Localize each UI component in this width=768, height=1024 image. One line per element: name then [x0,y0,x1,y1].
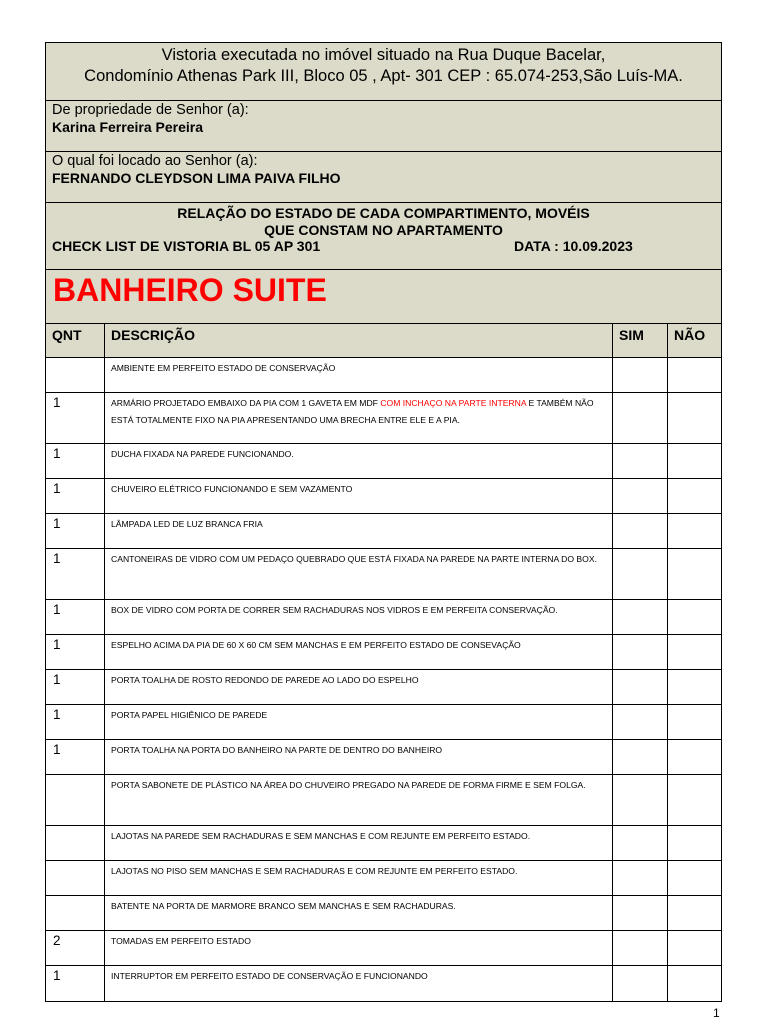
table-row [46,635,721,670]
row-sim-cell[interactable] [613,479,668,513]
row-sim-cell[interactable] [613,826,668,860]
row-description: CANTONEIRAS DE VIDRO COM UM PEDAÇO QUEBRADO QUE ESTÁ FIXADA NA PAREDE NA PARTE INTERNA DO BOX. [105,549,613,599]
tenant-block [46,152,721,203]
row-qnt: 1 [46,479,105,513]
row-qnt: 1 [46,549,105,599]
inspection-date: DATA : 10.09.2023 [514,238,633,254]
table-row [46,514,721,549]
inspection-sheet [45,42,722,1002]
row-nao-cell[interactable] [668,861,721,895]
owner-block [46,101,721,152]
row-qnt: 1 [46,670,105,704]
row-description: TOMADAS EM PERFEITO ESTADO [105,931,613,965]
address-line-1: Vistoria executada no imóvel situado na Rua Duque Bacelar, [161,46,606,64]
row-nao-cell[interactable] [668,358,721,392]
row-sim-cell[interactable] [613,931,668,965]
row-qnt: 1 [46,393,105,443]
row-description: LÂMPADA LED DE LUZ BRANCA FRIA [105,514,613,548]
row-nao-cell[interactable] [668,635,721,669]
tenant-name: FERNANDO CLEYDSON LIMA PAIVA FILHO [52,170,341,186]
header-descricao: DESCRIÇÃO [105,324,613,357]
row-description: CHUVEIRO ELÉTRICO FUNCIONANDO E SEM VAZAMENTO [105,479,613,513]
table-row [46,966,721,1001]
table-row [46,600,721,635]
row-description: BATENTE NA PORTA DE MARMORE BRANCO SEM MANCHAS E SEM RACHADURAS. [105,896,613,930]
row-description-highlight: COM INCHAÇO NA PARTE INTERNA [380,398,527,408]
row-sim-cell[interactable] [613,705,668,739]
row-description: PORTA PAPEL HIGIÊNICO DE PAREDE [105,705,613,739]
row-sim-cell[interactable] [613,549,668,599]
row-sim-cell[interactable] [613,444,668,478]
row-description: PORTA SABONETE DE PLÁSTICO NA ÁREA DO CHUVEIRO PREGADO NA PAREDE DE FORMA FIRME E SEM FOLGA. [105,775,613,825]
row-description: PORTA TOALHA NA PORTA DO BANHEIRO NA PARTE DE DENTRO DO BANHEIRO [105,740,613,774]
row-qnt [46,775,105,825]
row-qnt: 1 [46,966,105,1001]
relacao-block [46,203,721,270]
table-row [46,931,721,966]
table-row [46,358,721,393]
row-nao-cell[interactable] [668,479,721,513]
row-sim-cell[interactable] [613,514,668,548]
row-qnt: 1 [46,514,105,548]
row-qnt [46,861,105,895]
relacao-line-1: RELAÇÃO DO ESTADO DE CADA COMPARTIMENTO, MOVÉIS [177,205,590,221]
row-nao-cell[interactable] [668,740,721,774]
tenant-label: O qual foi locado ao Senhor (a): [52,153,258,169]
section-title-block [46,270,721,324]
address-line-2: Condomínio Athenas Park III, Bloco 05 , Apt- 301 CEP : 65.074-253,São Luís-MA. [84,67,683,85]
row-description: PORTA TOALHA DE ROSTO REDONDO DE PAREDE AO LADO DO ESPELHO [105,670,613,704]
row-qnt [46,896,105,930]
row-qnt [46,826,105,860]
row-description-part: E TAMBÉM NÃO ESTÁ TOTALMENTE FIXO NA PIA APRESENTANDO UMA BRECHA ENTRE ELE E A PIA. [111,398,594,425]
table-row [46,705,721,740]
owner-label: De propriedade de Senhor (a): [52,102,249,118]
header-sim: SIM [613,324,668,357]
row-nao-cell[interactable] [668,514,721,548]
row-nao-cell[interactable] [668,931,721,965]
address-block [46,43,721,101]
row-nao-cell[interactable] [668,444,721,478]
row-description: LAJOTAS NO PISO SEM MANCHAS E SEM RACHADURAS E COM REJUNTE EM PERFEITO ESTADO. [105,861,613,895]
row-description: BOX DE VIDRO COM PORTA DE CORRER SEM RACHADURAS NOS VIDROS E EM PERFEITA CONSERVAÇÃO. [105,600,613,634]
row-sim-cell[interactable] [613,358,668,392]
row-sim-cell[interactable] [613,966,668,1001]
row-nao-cell[interactable] [668,600,721,634]
row-nao-cell[interactable] [668,670,721,704]
row-description: ESPELHO ACIMA DA PIA DE 60 X 60 CM SEM MANCHAS E EM PERFEITO ESTADO DE CONSEVAÇÃO [105,635,613,669]
row-description: AMBIENTE EM PERFEITO ESTADO DE CONSERVAÇÃO [105,358,613,392]
table-row [46,861,721,896]
section-title: BANHEIRO SUITE [53,272,327,308]
page-number: 1 [713,1006,720,1020]
row-sim-cell[interactable] [613,600,668,634]
table-row [46,670,721,705]
row-nao-cell[interactable] [668,826,721,860]
row-qnt: 1 [46,444,105,478]
row-qnt: 1 [46,635,105,669]
row-description-part: ARMÁRIO PROJETADO EMBAIXO DA PIA COM 1 GAVETA EM MDF [111,398,381,408]
checklist-title: CHECK LIST DE VISTORIA BL 05 AP 301 [52,238,321,254]
row-qnt: 1 [46,705,105,739]
header-qnt: QNT [46,324,105,357]
row-description: LAJOTAS NA PAREDE SEM RACHADURAS E SEM MANCHAS E COM REJUNTE EM PERFEITO ESTADO. [105,826,613,860]
row-sim-cell[interactable] [613,896,668,930]
relacao-line-2: QUE CONSTAM NO APARTAMENTO [264,221,503,238]
row-description: INTERRUPTOR EM PERFEITO ESTADO DE CONSERVAÇÃO E FUNCIONANDO [105,966,613,1001]
table-row [46,740,721,775]
table-row [46,896,721,931]
row-qnt [46,358,105,392]
table-row [46,393,721,444]
row-qnt: 1 [46,600,105,634]
row-nao-cell[interactable] [668,705,721,739]
row-qnt: 2 [46,931,105,965]
row-nao-cell[interactable] [668,775,721,825]
table-row [46,444,721,479]
row-nao-cell[interactable] [668,393,721,443]
table-row [46,775,721,826]
row-sim-cell[interactable] [613,670,668,704]
row-qnt: 1 [46,740,105,774]
table-header [46,324,721,358]
table-row [46,549,721,600]
row-sim-cell[interactable] [613,740,668,774]
owner-name: Karina Ferreira Pereira [52,119,203,135]
row-sim-cell[interactable] [613,861,668,895]
row-sim-cell[interactable] [613,635,668,669]
row-nao-cell[interactable] [668,549,721,599]
row-nao-cell[interactable] [668,966,721,1001]
row-description [105,393,613,443]
row-nao-cell[interactable] [668,896,721,930]
row-sim-cell[interactable] [613,775,668,825]
table-row [46,826,721,861]
row-sim-cell[interactable] [613,393,668,443]
row-description: DUCHA FIXADA NA PAREDE FUNCIONANDO. [105,444,613,478]
table-row [46,479,721,514]
header-nao: NÃO [674,327,706,343]
